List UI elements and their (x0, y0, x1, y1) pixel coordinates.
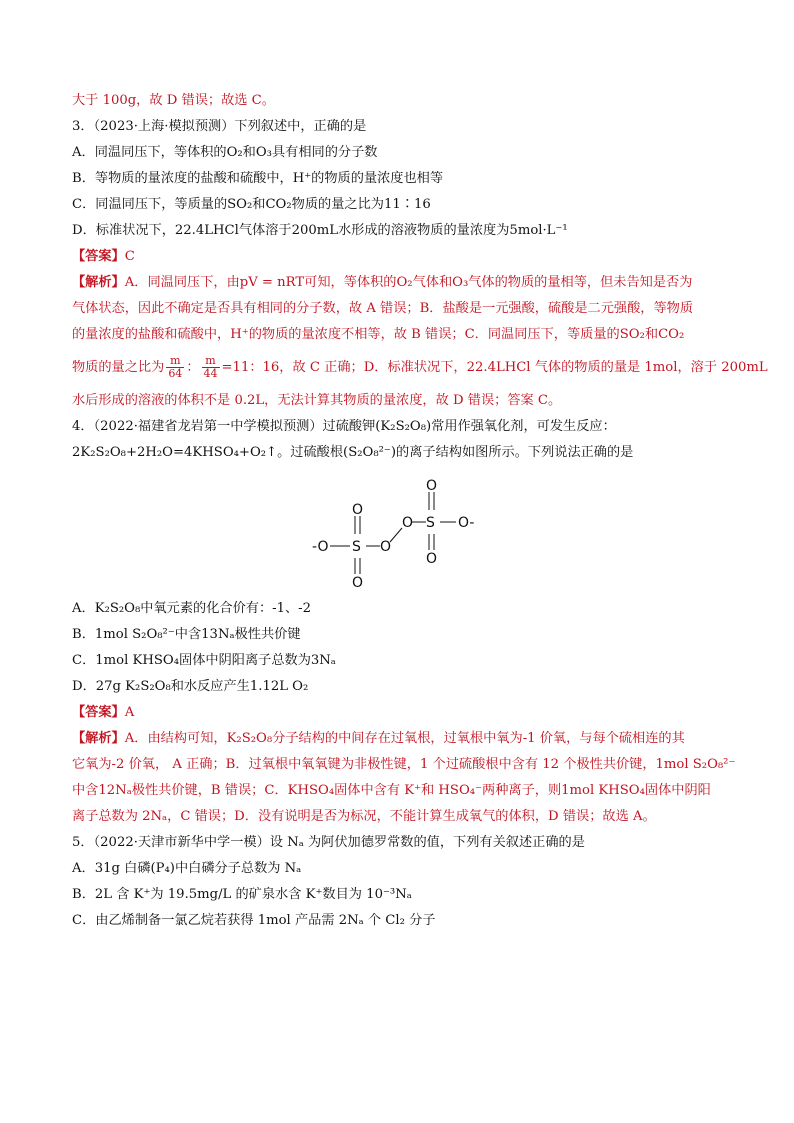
atom-label: S (426, 515, 435, 531)
explanation-text: 物质的量之比为 (72, 360, 165, 375)
atom-label: O (402, 515, 414, 531)
q3-explanation-5: 水后形成的溶液的体积不是 0.2L，无法计算其物质的量浓度，故 D 错误；答案 C。 (72, 393, 562, 408)
q4-explanation-3: 中含12Nₐ极性共价键，B 错误；C．KHSO₄固体中含有 K⁺和 HSO₄⁻两种离子，则1mol KHSO₄固体中阴阳 (72, 783, 711, 798)
explanation-tag: 【解析】 (72, 275, 125, 290)
atom-label: S (352, 539, 361, 555)
q3-explanation-4 (72, 348, 768, 388)
q4-option-b: B．1mol S₂O₈²⁻中含13Nₐ极性共价键 (72, 627, 301, 642)
q4-explanation-1 (72, 726, 722, 752)
q3-explanation-2: 气体状态，因此不确定是否具有相同的分子数，故 A 错误；B．盐酸是一元强酸，硫酸是二元强酸，等物质 (72, 301, 694, 316)
q3-stem: 3．（2023·上海·模拟预测）下列叙述中，正确的是 (72, 119, 367, 134)
structure-svg (310, 466, 510, 596)
q4-explanation-4: 离子总数为 2Nₐ，C 错误；D．没有说明是否为标况，不能计算生成氧气的体积，D 错误；故选 A。 (72, 809, 656, 824)
answer-tag: 【答案】 (72, 705, 125, 720)
q3-option-c: C．同温同压下，等质量的SO₂和CO₂物质的量之比为11∶16 (72, 197, 431, 212)
fraction-numerator: m (202, 355, 220, 368)
atom-label: O (426, 478, 438, 494)
fraction-numerator: m (166, 355, 184, 368)
q4-explanation-2: 它氧为-2 价氧， A 正确；B．过氧根中氧氧键为非极性键，1 个过硫酸根中含有 12 个极性共价键，1mol S₂O₈²⁻ (72, 757, 736, 772)
explanation-text: =11：16，故 C 正确；D．标准状况下，22.4LHCl 气体的物质的量是 1mol，溶于 200mL (221, 360, 768, 375)
answer-tag: 【答案】 (72, 249, 125, 264)
q5-option-b: B．2L 含 K⁺为 19.5mg/L 的矿泉水含 K⁺数目为 10⁻³Nₐ (72, 887, 412, 902)
q4-equation: 2K₂S₂O₈+2H₂O=4KHSO₄+O₂↑。过硫酸根(S₂O₈²⁻)的离子结构如图所示。下列说法正确的是 (72, 445, 634, 460)
atom-label: O (380, 539, 392, 555)
q5-stem: 5．（2022·天津市新华中学一模）设 Nₐ 为阿伏加德罗常数的值，下列有关叙述正确的是 (72, 835, 585, 850)
q4-option-a: A．K₂S₂O₈中氧元素的化合价有：-1、-2 (72, 601, 312, 616)
q5-option-c: C．由乙烯制备一氯乙烷若获得 1mol 产品需 2Nₐ 个 Cl₂ 分子 (72, 913, 436, 928)
explanation-text: ： (186, 360, 200, 375)
answer-value: C (124, 249, 135, 264)
explanation-text: A．同温同压下，由pV = nRT可知，等体积的O₂气体和O₃气体的物质的量相等，但未告知是否为 (124, 275, 693, 290)
document-page (72, 88, 768, 934)
answer-value: A (124, 705, 135, 720)
q4-stem: 4．（2022·福建省龙岩第一中学模拟预测）过硫酸钾(K₂S₂O₈)常用作强氧化剂，可发生反应： (72, 419, 616, 434)
q4-option-c: C．1mol KHSO₄固体中阴阳离子总数为3Nₐ (72, 653, 336, 668)
q3-option-d: D．标准状况下，22.4LHCl气体溶于200mL水形成的溶液物质的量浓度为5mol·L⁻¹ (72, 223, 568, 238)
fraction-denominator: 64 (168, 367, 183, 380)
atom-label: -O (312, 539, 329, 555)
atom-label: O (352, 575, 364, 591)
q3-option-a: A．同温同压下，等体积的O₂和O₃具有相同的分子数 (72, 145, 378, 160)
fraction-denominator: 44 (203, 367, 218, 380)
q3-explanation-3: 的量浓度的盐酸和硫酸中，H⁺的物质的量浓度不相等，故 B 错误；C．同温同压下，等质量的SO₂和CO₂ (72, 327, 685, 342)
atom-label: O (352, 502, 364, 518)
fraction-1 (166, 355, 184, 380)
explanation-text: A．由结构可知，K₂S₂O₈分子结构的中间存在过氧根，过氧根中氧为-1 价氧，与每个硫相连的其 (124, 731, 685, 746)
q4-option-d: D．27g K₂S₂O₈和水反应产生1.12L O₂ (72, 679, 309, 694)
q5-option-a: A．31g 白磷(P₄)中白磷分子总数为 Nₐ (72, 861, 302, 876)
persulfate-structure-diagram (72, 466, 722, 596)
atom-label: O (426, 551, 438, 567)
q3-answer (72, 244, 722, 270)
q3-explanation-1 (72, 270, 722, 296)
explanation-tag: 【解析】 (72, 731, 125, 746)
atom-label: O- (458, 515, 475, 531)
prev-explanation-tail: 大于 100g，故 D 错误；故选 C。 (72, 93, 275, 108)
q3-option-b: B．等物质的量浓度的盐酸和硫酸中，H⁺的物质的量浓度也相等 (72, 171, 444, 186)
q4-answer (72, 700, 722, 726)
fraction-2 (202, 355, 220, 380)
